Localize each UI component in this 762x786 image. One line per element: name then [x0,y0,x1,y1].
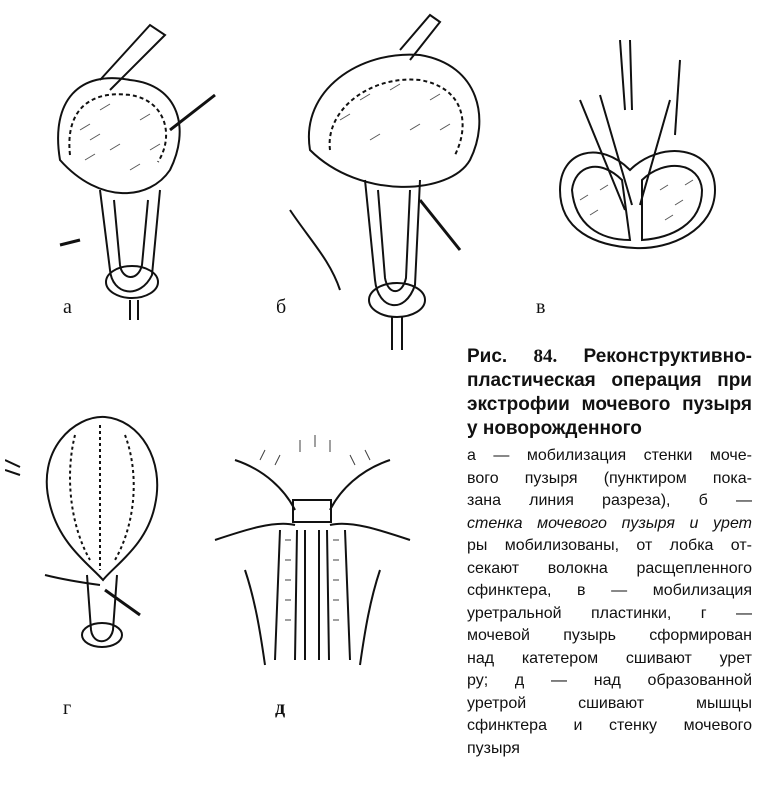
caption-title-line-1: Реконструктивно- [583,346,753,367]
caption-body-line: стенка мочевого пузыря и урет [467,514,752,532]
figure-panel-g [5,405,180,660]
caption-title [467,345,752,441]
panel-label-v: в [536,296,546,318]
caption-body-line: уретральной пластинки, г — [467,604,752,622]
caption-body-line: сфинктера и стенку мочевого [467,717,752,734]
panel-label-g: г [63,697,72,719]
caption-body [467,445,752,760]
caption-number: 84. [533,346,558,367]
caption-title-line-4: у новорожденного [467,418,642,439]
figure-panel-v [550,40,730,260]
panel-label-d: д [275,697,286,719]
surgery-illustration-g [5,405,180,660]
surgery-illustration-a [40,10,240,320]
caption-title-line-2: пластическая операция при [467,370,752,391]
caption-body-line: ры мобилизованы, от лобка от- [467,537,752,554]
caption-body-line: зана линия разреза), б — [467,492,752,509]
surgery-illustration-v [550,40,730,260]
figure-panel-b [270,10,500,350]
figure-caption [467,345,752,760]
caption-body-line: ру; д — над образованной [467,672,752,689]
surgery-illustration-d [205,430,420,670]
caption-title-line-3: экстрофии мочевого пузыря [467,394,752,415]
figure-panel-a [40,10,240,320]
caption-body-line: над катетером сшивают урет [467,649,752,667]
caption-body-line: пузыря [467,739,520,757]
figure-panel-d [205,430,420,670]
caption-title-line [467,345,752,369]
panel-label-b: б [276,296,287,318]
panel-label-a: а [63,296,72,318]
caption-prefix: Рис. [467,346,508,367]
caption-body-line: секают волокна расщепленного [467,559,752,577]
surgery-illustration-b [270,10,500,350]
caption-body-line: мочевой пузырь сформирован [467,627,752,644]
caption-body-line: вого пузыря (пунктиром пока- [467,469,752,487]
caption-body-line: а — мобилизация стенки моче- [467,447,752,464]
caption-body-line: сфинктера, в — мобилизация [467,582,752,599]
caption-body-line: уретрой сшивают мышцы [467,694,752,712]
